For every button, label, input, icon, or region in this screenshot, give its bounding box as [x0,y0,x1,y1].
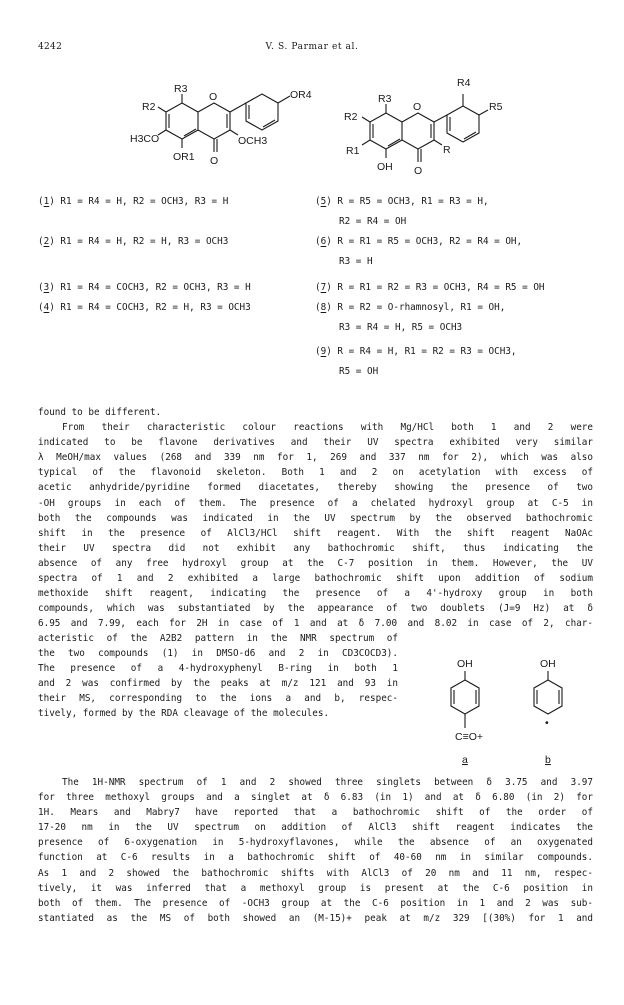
text-line: absence of any free hydroxyl group at the C-7 position in them. However, the UV [38,557,593,569]
compound-substituents: R = R5 = OCH3, R1 = R3 = H, [337,196,489,207]
text-line: As 1 and 2 showed the bathochromic shifts with AlCl3 of 20 nm and 11 nm, respec- [38,867,593,879]
compound-substituents: R1 = R4 = H, R2 = OCH3, R3 = H [60,196,229,207]
text-line: function at C-6 results in a bathochromic shift of 40-60 nm in similar compounds. [38,852,593,864]
compound-9-definition: (9) R = R4 = H, R1 = R2 = R3 = OCH3, [315,346,517,357]
ion-b-oh: OH [540,658,556,670]
ion-a-acylium: C≡O+ [455,731,484,743]
text-line: their UV spectra did not exhibit any bathochromic shift, thus indicating the [38,542,593,554]
compound-number: 8 [320,302,327,313]
text-line: typical of the flavonoid skeleton. Both 1 and 2 on acetylation with excess of [38,467,593,479]
struct-left-or4: OR4 [290,89,312,101]
compound-number: 1 [43,196,50,207]
text-line: -OH groups in each of them. The presence of a chelated hydroxyl group at C-5 in [38,497,593,509]
text-line: compounds, which was substantiated by the appearance of two doublets (J=9 Hz) at δ [38,603,593,615]
struct-left-h3co: H3CO [130,133,160,145]
text-line: 1H. Mears and Mabry7 have reported that a bathochromic shift of the order of [38,807,593,819]
compound-6-definition: (6) R = R1 = R5 = OCH3, R2 = R4 = OH, [315,236,523,247]
text-line: The 1H-NMR spectrum of 1 and 2 showed three singlets between δ 3.75 and 3.97 [62,777,593,788]
struct-left-r2: R2 [142,101,156,113]
struct-right-ring-o: O [413,101,422,113]
compound-8-continuation: R3 = R4 = H, R5 = OCH3 [339,322,463,333]
text-line: 17-20 nm in the UV spectrum on addition of AlCl3 shift reagent indicates the [38,822,593,834]
text-line: the two compounds (1) in DMSO-d6 and 2 in CD3COCD3). [38,648,398,660]
text-line: their MS, corresponding to the ions a and b, respec- [38,693,398,705]
text-line: indicated to be flavone derivatives and their UV spectra exhibited very similar [38,437,593,449]
text-line: stantiated as the MS of both showed an (M-15)+ peak at m/z 329 [(30%) for 1 and [38,912,593,924]
struct-right-r3: R3 [378,93,392,105]
text-line: λ MeOH/max values (268 and 339 nm for 1, 269 and 337 nm for 2), which was also [38,452,593,464]
text-line: 6.95 and 7.99, each for 2H in case of 1 and at δ 7.00 and 8.02 in case of 2, char- [38,618,593,630]
struct-right-r4: R4 [457,78,471,89]
compound-substituents: R1 = R4 = H, R2 = H, R3 = OCH3 [60,236,229,247]
paragraph-2 [38,775,593,926]
compound-number: 4 [43,302,50,313]
text-line: From their characteristic colour reactions with Mg/HCl both 1 and 2 were [62,422,593,434]
text-line: both the compounds was indicated in the UV spectrum by the observed bathochromic [38,512,593,524]
compound-2-definition: (2) R1 = R4 = H, R2 = H, R3 = OCH3 [38,236,229,247]
ion-label-b: b [545,754,551,766]
struct-right-carbonyl-o: O [414,165,423,177]
compound-substituents: R1 = R4 = COCH3, R2 = H, R3 = OCH3 [60,302,251,313]
compound-substituents: R = R4 = H, R1 = R2 = R3 = OCH3, [337,346,517,357]
ion-label-a: a [462,754,468,766]
struct-left-carbonyl-o: O [210,155,219,167]
struct-left-r3: R3 [174,83,188,95]
compound-9-continuation: R5 = OH [339,366,379,377]
compound-substituents: R1 = R4 = COCH3, R2 = OCH3, R3 = H [60,282,251,293]
compound-number: 6 [320,236,327,247]
struct-right-r: R [443,144,451,156]
compound-5-definition: (5) R = R5 = OCH3, R1 = R3 = H, [315,196,489,207]
text-line: found to be different. [38,407,162,418]
struct-right-r5: R5 [489,101,503,113]
running-head: V. S. Parmar et al. [265,42,359,52]
paragraph-1 [38,405,593,631]
compound-substituents: R = R1 = R5 = OCH3, R2 = R4 = OH, [337,236,523,247]
compound-number: 7 [320,282,327,293]
text-line: tively, it was inferred that a methoxyl group is present at the C-6 position in [38,882,593,894]
text-line: acteristic of the A2B2 pattern in the NMR spectrum of [38,633,398,644]
compound-8-definition: (8) R = R2 = O-rhamnosyl, R1 = OH, [315,302,506,313]
struct-left-or1: OR1 [173,151,195,163]
page-number: 4242 [38,42,63,52]
compound-number: 9 [320,346,327,357]
text-line: presence of 6-oxygenation in 5-hydroxyflavones, while the absence of an oxygenated [38,837,593,849]
compound-3-definition: (3) R1 = R4 = COCH3, R2 = OCH3, R3 = H [38,282,251,293]
struct-left-och3: OCH3 [238,135,268,147]
text-line: shift in the presence of AlCl3/HCl shift reagent. With the shift reagent NaOAc [38,527,593,539]
compound-4-definition: (4) R1 = R4 = COCH3, R2 = H, R3 = OCH3 [38,302,251,313]
text-line: spectra of 1 and 2 exhibited a large bathochromic shift upon addition of sodium [38,573,593,585]
compound-number: 5 [320,196,327,207]
compound-1-definition: (1) R1 = R4 = H, R2 = OCH3, R3 = H [38,196,229,207]
compound-number: 3 [43,282,50,293]
flavone-structure-right [330,78,560,188]
text-line: and 2 was confirmed by the peaks at m/z 121 and 93 in [38,678,398,690]
struct-left-ring-o: O [209,91,218,103]
text-line: The presence of a 4-hydroxyphenyl B-ring in both 1 [38,663,398,675]
text-line: methoxide shift reagent, indicating the presence of a 4'-hydroxy group in both [38,588,593,600]
text-line: for three methoxyl groups and a singlet at δ 6.83 (in 1) and at δ 6.80 (in 2) for [38,792,593,804]
text-line: both of them. The presence of -OCH3 group at the C-6 position in 1 and 2 was sub- [38,897,593,909]
flavone-structure-left [120,78,350,188]
compound-substituents: R = R1 = R2 = R3 = OCH3, R4 = R5 = OH [337,282,545,293]
paragraph-1-narrow [38,631,398,722]
compound-5-continuation: R2 = R4 = OH [339,216,407,227]
ion-structures-figure [430,650,600,780]
ion-a-oh: OH [457,658,473,670]
ion-b-radical: • [545,717,549,729]
compound-6-continuation: R3 = H [339,256,373,267]
struct-right-oh: OH [377,161,393,173]
text-line: acetic anhydride/pyridine formed diacetates, thereby showing the presence of two [38,482,593,494]
compound-substituents: R = R2 = O-rhamnosyl, R1 = OH, [337,302,506,313]
compound-number: 2 [43,236,50,247]
struct-right-r2: R2 [344,111,358,123]
struct-right-r1: R1 [346,145,360,157]
compound-7-definition: (7) R = R1 = R2 = R3 = OCH3, R4 = R5 = OH [315,282,545,293]
text-line: tively, formed by the RDA cleavage of the molecules. [38,708,330,720]
